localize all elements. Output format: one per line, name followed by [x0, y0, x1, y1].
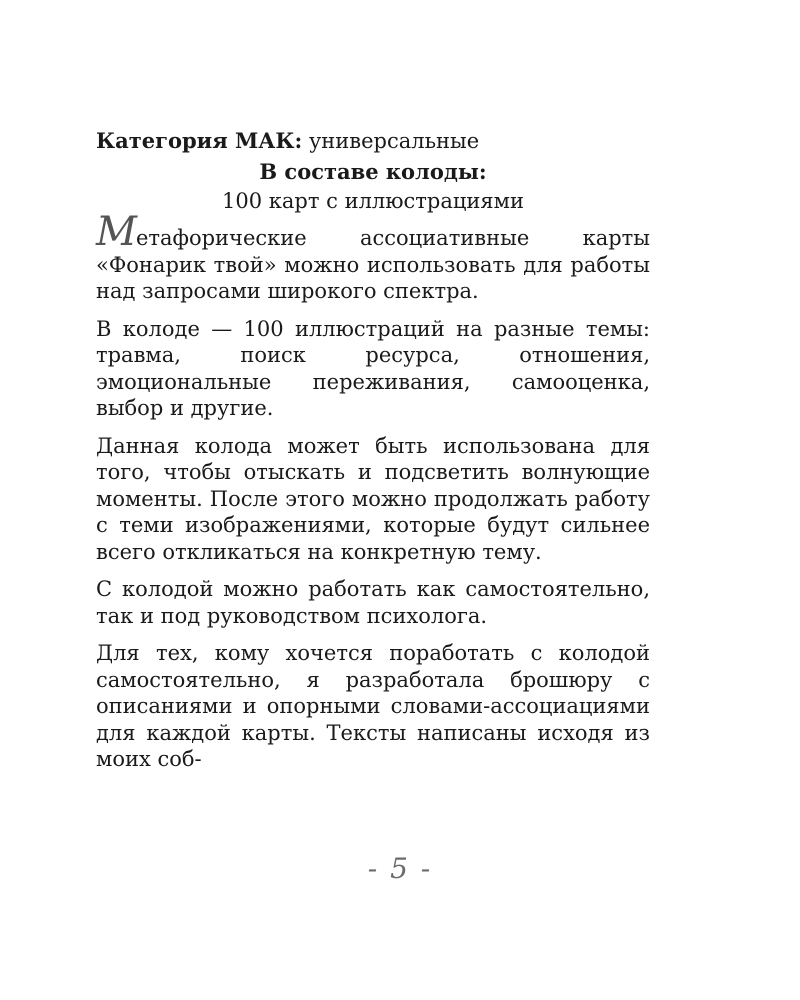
category-value: универсальные	[308, 129, 480, 153]
page-content	[96, 124, 650, 784]
paragraph-usage: Данная колода может быть использована для того, чтобы отыскать и подсветить волнующие моменты. После этого можно продолжать работу с теми изображениями, которые будут сильнее всего откликаться на конкретную тему.	[96, 433, 650, 564]
paragraph-independent: С колодой можно работать как самостоятельно, так и под руководством психолога.	[96, 577, 650, 628]
paragraph-intro	[96, 209, 650, 305]
category-line	[96, 124, 650, 158]
paragraph-themes: В колоде — 100 иллюстраций на разные темы: травма, поиск ресурса, отношения, эмоциональные переживания, самооценка, выбор и другие.	[96, 316, 650, 420]
page-number: - 5 -	[367, 852, 433, 885]
drop-cap: М	[96, 209, 136, 255]
composition-value: 100 карт с иллюстрациями	[222, 189, 524, 213]
composition-title: В составе колоды:	[259, 159, 487, 184]
paragraph-intro-text: етафорические ассоциативные карты «Фонарик твой» можно использовать для работы над запросами широкого спектра.	[96, 226, 650, 303]
paragraph-brochure: Для тех, кому хочется поработать с колодой самостоятельно, я разработала брошюру с описаниями и опорными словами-ассоциациями для каждой карты. Тексты написаны исходя из моих соб-	[96, 641, 650, 771]
category-label: Категория МАК:	[96, 128, 303, 153]
